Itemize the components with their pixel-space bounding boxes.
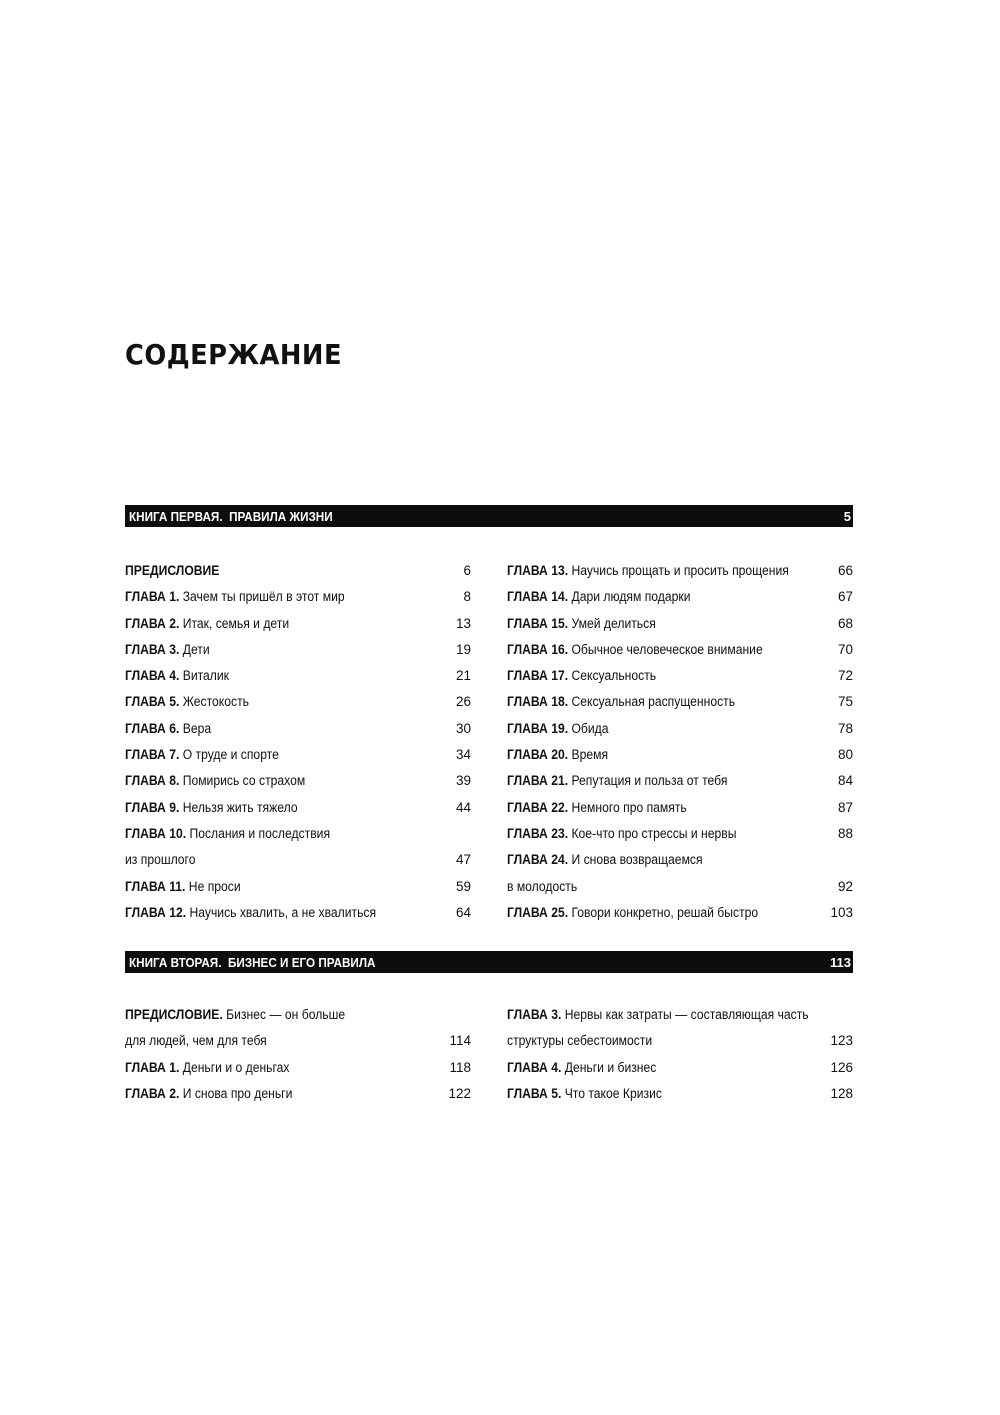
chapter-label: ГЛАВА 14. — [507, 589, 569, 605]
chapter-title: Немного про память — [568, 799, 687, 815]
chapter-label: ПРЕДИСЛОВИЕ — [125, 563, 220, 578]
toc-entry-title — [507, 1055, 656, 1081]
chapter-title: Что такое Кризис — [561, 1085, 662, 1101]
toc-entry-title — [125, 611, 289, 637]
toc-entry-title — [125, 900, 376, 926]
chapter-title: Умей делиться — [568, 615, 656, 631]
chapter-label: ГЛАВА 7. — [125, 747, 180, 763]
toc-entry[interactable] — [507, 768, 853, 794]
toc-entry[interactable] — [125, 900, 471, 926]
chapter-title: Деньги и бизнес — [561, 1059, 657, 1075]
chapter-page-number: 87 — [837, 799, 853, 815]
toc-column-left — [125, 1002, 471, 1107]
toc-entry-title — [125, 584, 345, 610]
toc-entry[interactable] — [507, 1028, 853, 1054]
book-header-first[interactable] — [125, 505, 853, 527]
chapter-title: Время — [568, 747, 609, 763]
chapter-page-number: 44 — [455, 799, 471, 815]
chapter-title: Сексуальность — [568, 668, 657, 684]
toc-entry-title — [125, 742, 279, 768]
toc-entry-title — [507, 874, 577, 900]
chapter-page-number: 30 — [455, 720, 471, 736]
toc-entry[interactable] — [507, 742, 853, 768]
toc-entry[interactable] — [125, 1002, 471, 1028]
chapter-title: Нервы как затраты — составляющая часть — [561, 1007, 809, 1022]
chapter-title: Жестокость — [179, 694, 249, 710]
toc-entry-title — [125, 768, 305, 794]
toc-entry[interactable] — [125, 663, 471, 689]
toc-entry-title — [507, 558, 789, 584]
toc-entry-title — [507, 768, 727, 794]
toc-entry-title — [125, 558, 219, 584]
chapter-page-number: 122 — [448, 1085, 471, 1101]
toc-entry[interactable] — [507, 584, 853, 610]
toc-entry[interactable] — [125, 689, 471, 715]
toc-entry-title — [507, 1002, 809, 1028]
chapter-page-number: 21 — [455, 668, 471, 684]
chapter-title: Вера — [179, 720, 212, 736]
chapter-page-number: 19 — [455, 641, 471, 657]
chapter-label: ГЛАВА 15. — [507, 615, 569, 631]
chapter-title: из прошлого — [125, 852, 196, 868]
chapter-label: ГЛАВА 2. — [125, 1085, 180, 1101]
toc-entry[interactable] — [507, 795, 853, 821]
chapter-page-number: 39 — [455, 773, 471, 789]
chapter-label: ГЛАВА 17. — [507, 668, 569, 684]
chapter-label: ГЛАВА 24. — [507, 852, 569, 868]
toc-entry-title — [125, 689, 249, 715]
chapter-title: Обида — [568, 720, 609, 736]
chapter-title: Зачем ты пришёл в этот мир — [179, 589, 345, 605]
toc-entry-title — [507, 716, 609, 742]
toc-entry[interactable] — [507, 874, 853, 900]
toc-entry[interactable] — [507, 821, 853, 847]
chapter-page-number: 70 — [837, 641, 853, 657]
toc-entry-title — [507, 742, 608, 768]
chapter-label: ГЛАВА 21. — [507, 773, 569, 789]
toc-entry-title — [507, 663, 656, 689]
chapter-page-number: 118 — [449, 1059, 471, 1075]
toc-entry[interactable] — [125, 742, 471, 768]
chapter-page-number: 103 — [830, 904, 853, 920]
chapter-page-number: 68 — [837, 615, 853, 631]
toc-entry[interactable] — [125, 558, 471, 584]
toc-entry-title — [125, 847, 195, 873]
chapter-label: ГЛАВА 25. — [507, 904, 569, 920]
toc-entry[interactable] — [507, 1002, 853, 1028]
book-page-number: 5 — [843, 508, 851, 524]
toc-entry-title — [507, 637, 763, 663]
toc-entry[interactable] — [125, 716, 471, 742]
chapter-title: Послания и последствия — [186, 825, 331, 841]
chapter-page-number: 128 — [830, 1085, 853, 1101]
toc-entry[interactable] — [507, 716, 853, 742]
toc-entry-title — [507, 795, 687, 821]
toc-entry-title — [507, 1081, 662, 1107]
toc-entry-title — [125, 795, 298, 821]
chapter-page-number: 64 — [455, 904, 471, 920]
chapter-title: Виталик — [179, 668, 229, 684]
chapter-title: Дети — [179, 641, 210, 657]
toc-column-right — [507, 1002, 853, 1107]
book-title: КНИГА ВТОРАЯ. БИЗНЕС И ЕГО ПРАВИЛА — [129, 954, 376, 970]
toc-entry-title — [125, 874, 241, 900]
toc-entry[interactable] — [507, 689, 853, 715]
toc-entry[interactable] — [507, 558, 853, 584]
chapter-title: Обычное человеческое внимание — [568, 641, 763, 657]
chapter-page-number: 88 — [837, 825, 853, 841]
toc-entry[interactable] — [125, 1055, 471, 1081]
chapter-title: Помирись со страхом — [179, 773, 306, 789]
toc-entry-title — [125, 1028, 267, 1054]
chapter-title: И снова возвращаемся — [568, 852, 703, 868]
chapter-label: ГЛАВА 6. — [125, 720, 180, 736]
chapter-page-number: 47 — [455, 852, 471, 868]
chapter-label: ГЛАВА 13. — [507, 563, 569, 578]
toc-entry[interactable] — [507, 1081, 853, 1107]
toc-entry-title — [507, 689, 735, 715]
toc-column-right — [507, 558, 853, 926]
chapter-page-number: 92 — [837, 878, 853, 894]
chapter-title: Научись хвалить, а не хвалиться — [186, 904, 377, 920]
toc-column-left — [125, 558, 471, 926]
chapter-title: Репутация и польза от тебя — [568, 773, 728, 789]
chapter-page-number: 114 — [449, 1033, 471, 1049]
chapter-page-number: 126 — [830, 1059, 853, 1075]
toc-entry[interactable] — [507, 663, 853, 689]
toc-entry[interactable] — [507, 847, 853, 873]
chapter-label: ГЛАВА 19. — [507, 720, 569, 736]
chapter-title: Дари людям подарки — [568, 589, 691, 605]
toc-entry-title — [125, 821, 330, 847]
chapter-label: ГЛАВА 12. — [125, 904, 187, 920]
chapter-page-number: 123 — [830, 1033, 853, 1049]
chapter-title: Бизнес — он больше — [222, 1007, 346, 1022]
chapter-page-number: 59 — [455, 878, 471, 894]
chapter-label: ГЛАВА 3. — [125, 641, 180, 657]
toc-entry[interactable] — [507, 900, 853, 926]
chapter-page-number: 34 — [455, 747, 471, 763]
chapter-page-number: 72 — [837, 668, 853, 684]
chapter-title: Научись прощать и просить прощения — [568, 563, 789, 578]
chapter-page-number: 6 — [463, 563, 471, 578]
toc-entry[interactable] — [125, 637, 471, 663]
toc-entry[interactable] — [125, 768, 471, 794]
toc-entry-title — [507, 611, 656, 637]
book-page-number: 113 — [830, 954, 851, 970]
chapter-label: ГЛАВА 16. — [507, 641, 569, 657]
chapter-page-number: 66 — [837, 563, 853, 578]
chapter-title: И снова про деньги — [179, 1085, 293, 1101]
toc-entry[interactable] — [125, 611, 471, 637]
chapter-page-number: 8 — [463, 589, 471, 605]
toc-entry-title — [507, 900, 758, 926]
toc-entry[interactable] — [125, 821, 471, 847]
chapter-title: О труде и спорте — [179, 747, 279, 763]
book-header-second[interactable] — [125, 951, 853, 973]
chapter-title: Нельзя жить тяжело — [179, 799, 298, 815]
toc-entry-title — [507, 584, 691, 610]
chapter-label: ГЛАВА 18. — [507, 694, 569, 710]
toc-entry[interactable] — [125, 874, 471, 900]
chapter-page-number: 75 — [837, 694, 853, 710]
chapter-title: Кое-что про стрессы и нервы — [568, 825, 737, 841]
chapter-page-number: 67 — [837, 589, 853, 605]
toc-entry-title — [125, 663, 229, 689]
chapter-label: ГЛАВА 4. — [507, 1059, 562, 1075]
chapter-page-number: 13 — [455, 615, 471, 631]
chapter-label: ГЛАВА 11. — [125, 878, 186, 894]
toc-entry[interactable] — [507, 611, 853, 637]
toc-entry-title — [125, 716, 211, 742]
chapter-label: ГЛАВА 8. — [125, 773, 180, 789]
chapter-title: в молодость — [507, 878, 578, 894]
chapter-label: ГЛАВА 20. — [507, 747, 569, 763]
toc-entry[interactable] — [125, 1081, 471, 1107]
chapter-label: ГЛАВА 22. — [507, 799, 569, 815]
chapter-label: ГЛАВА 5. — [507, 1085, 562, 1101]
chapter-title: Деньги и о деньгах — [179, 1059, 290, 1075]
chapter-page-number: 78 — [837, 720, 853, 736]
chapter-label: ГЛАВА 9. — [125, 799, 180, 815]
book-title: КНИГА ПЕРВАЯ. ПРАВИЛА ЖИЗНИ — [129, 508, 333, 524]
chapter-page-number: 84 — [837, 773, 853, 789]
chapter-title: для людей, чем для тебя — [125, 1033, 267, 1049]
chapter-title: Сексуальная распущенность — [568, 694, 736, 710]
toc-entry-title — [125, 1055, 290, 1081]
chapter-label: ГЛАВА 23. — [507, 825, 569, 841]
page-title: СОДЕРЖАНИЕ — [125, 338, 343, 371]
toc-entry-title — [125, 1081, 292, 1107]
toc-entry[interactable] — [125, 847, 471, 873]
chapter-label: ГЛАВА 3. — [507, 1007, 562, 1022]
toc-entry-title — [125, 637, 210, 663]
chapter-page-number: 80 — [837, 747, 853, 763]
chapter-title: Говори конкретно, решай быстро — [568, 904, 759, 920]
chapter-label: ГЛАВА 5. — [125, 694, 180, 710]
chapter-label: ПРЕДИСЛОВИЕ. — [125, 1007, 223, 1022]
chapter-title: Не проси — [185, 878, 241, 894]
chapter-label: ГЛАВА 2. — [125, 615, 180, 631]
toc-entry[interactable] — [507, 637, 853, 663]
chapter-label: ГЛАВА 10. — [125, 825, 187, 841]
chapter-label: ГЛАВА 1. — [125, 589, 180, 605]
toc-entry-title — [125, 1002, 345, 1028]
toc-entry[interactable] — [125, 584, 471, 610]
chapter-label: ГЛАВА 1. — [125, 1059, 180, 1075]
toc-entry-title — [507, 821, 736, 847]
chapter-label: ГЛАВА 4. — [125, 668, 180, 684]
toc-entry[interactable] — [125, 795, 471, 821]
toc-entry-title — [507, 1028, 652, 1054]
toc-entry[interactable] — [507, 1055, 853, 1081]
chapter-title: Итак, семья и дети — [179, 615, 290, 631]
chapter-title: структуры себестоимости — [507, 1033, 653, 1049]
chapter-page-number: 26 — [455, 694, 471, 710]
toc-entry-title — [507, 847, 703, 873]
toc-entry[interactable] — [125, 1028, 471, 1054]
